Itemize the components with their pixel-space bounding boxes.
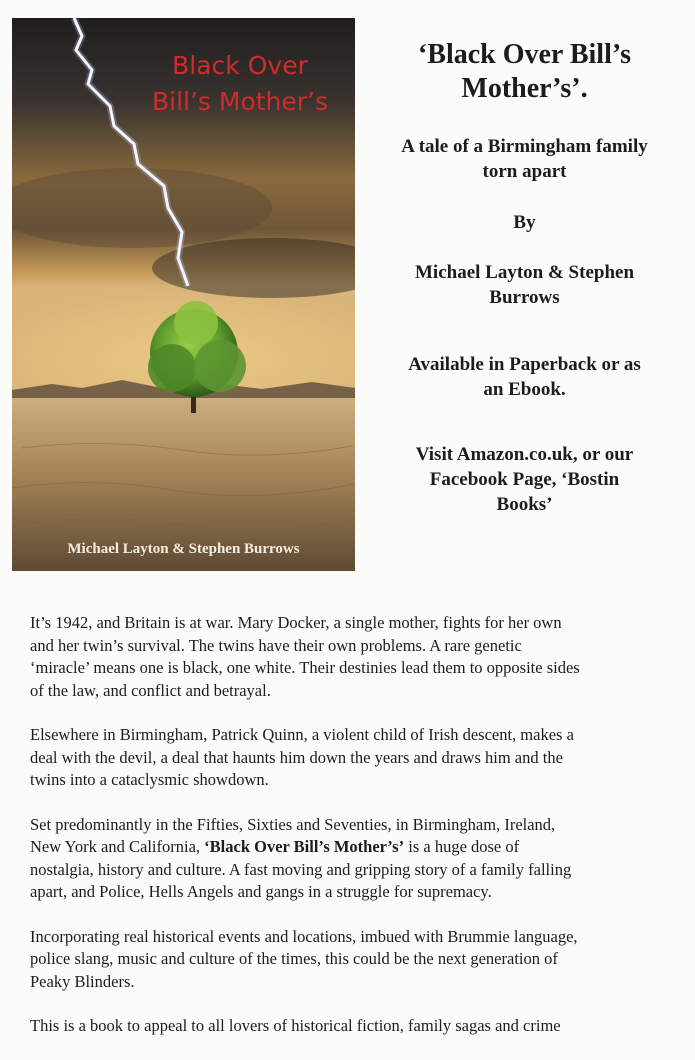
availability-line: an Ebook. — [483, 379, 566, 400]
book-title — [362, 38, 687, 106]
text-line: It’s 1942, and Britain is at war. Mary Docker, a single mother, fights for her own — [30, 613, 562, 632]
text-line: of the law, and conflict and betrayal. — [30, 680, 271, 700]
text-segment: is a huge dose of — [404, 837, 520, 856]
text-line — [30, 836, 680, 859]
synopsis-paragraph — [30, 724, 680, 792]
synopsis-paragraph — [30, 814, 680, 904]
text-line: and her twin’s survival. The twins have their own problems. A rare genetic — [30, 635, 522, 655]
by-text: By — [513, 212, 536, 233]
text-line: nostalgia, history and culture. A fast moving and gripping story of a family falling — [30, 859, 572, 879]
text-segment: New York and California, — [30, 837, 205, 856]
text-line: Incorporating real historical events and locations, imbued with Brummie language, — [30, 926, 578, 946]
text-line: deal with the devil, a deal that haunts him down the years and draws him and the — [30, 747, 563, 767]
synopsis-paragraph — [30, 1015, 680, 1038]
text-line: twins into a cataclysmic showdown. — [30, 770, 269, 789]
authors — [362, 260, 687, 310]
book-info-panel — [362, 38, 687, 517]
authors-line: Michael Layton & Stephen — [414, 262, 635, 283]
text-line: apart, and Police, Hells Angels and gangs in a struggle for supremacy. — [30, 882, 492, 901]
text-line: This is a book to appeal to all lovers of historical fiction, family sagas and crime — [30, 1016, 561, 1035]
availability-line: Available in Paperback or as — [408, 354, 641, 375]
book-synopsis — [30, 612, 680, 1060]
synopsis-paragraph — [30, 612, 680, 702]
visit-line: Books’ — [496, 494, 553, 515]
cover-authors: Michael Layton & Stephen Burrows — [67, 541, 300, 557]
tagline-line: torn apart — [482, 161, 567, 182]
visit-info — [362, 442, 687, 517]
tagline-line: A tale of a Birmingham family — [401, 136, 648, 157]
text-line: Set predominantly in the Fifties, Sixties and Seventies, in Birmingham, Ireland, — [30, 814, 556, 834]
visit-line: Visit Amazon.co.uk, or our — [415, 444, 634, 465]
book-cover — [12, 18, 355, 571]
bold-book-title: ‘Black Over Bill’s Mother’s’ — [204, 837, 405, 856]
text-line: ‘miracle’ means one is black, one white. Their destinies lead them to opposite sides — [30, 658, 580, 677]
cover-title-line: Black Over — [172, 51, 308, 80]
visit-line: Facebook Page, ‘Bostin — [429, 469, 620, 490]
tagline — [362, 134, 687, 184]
synopsis-paragraph — [30, 926, 680, 994]
cover-title-line: Bill’s Mother’s — [151, 87, 329, 116]
text-line: police slang, music and culture of the times, this could be the next generation of — [30, 949, 558, 968]
text-line: Peaky Blinders. — [30, 971, 135, 991]
availability — [362, 352, 687, 402]
cover-title — [130, 48, 350, 120]
authors-line: Burrows — [489, 287, 560, 308]
book-title-line: ‘Black Over Bill’s — [417, 39, 632, 70]
text-line: Elsewhere in Birmingham, Patrick Quinn, a violent child of Irish descent, makes a — [30, 725, 574, 744]
book-title-line: Mother’s’. — [461, 73, 588, 104]
by-label — [362, 210, 687, 235]
